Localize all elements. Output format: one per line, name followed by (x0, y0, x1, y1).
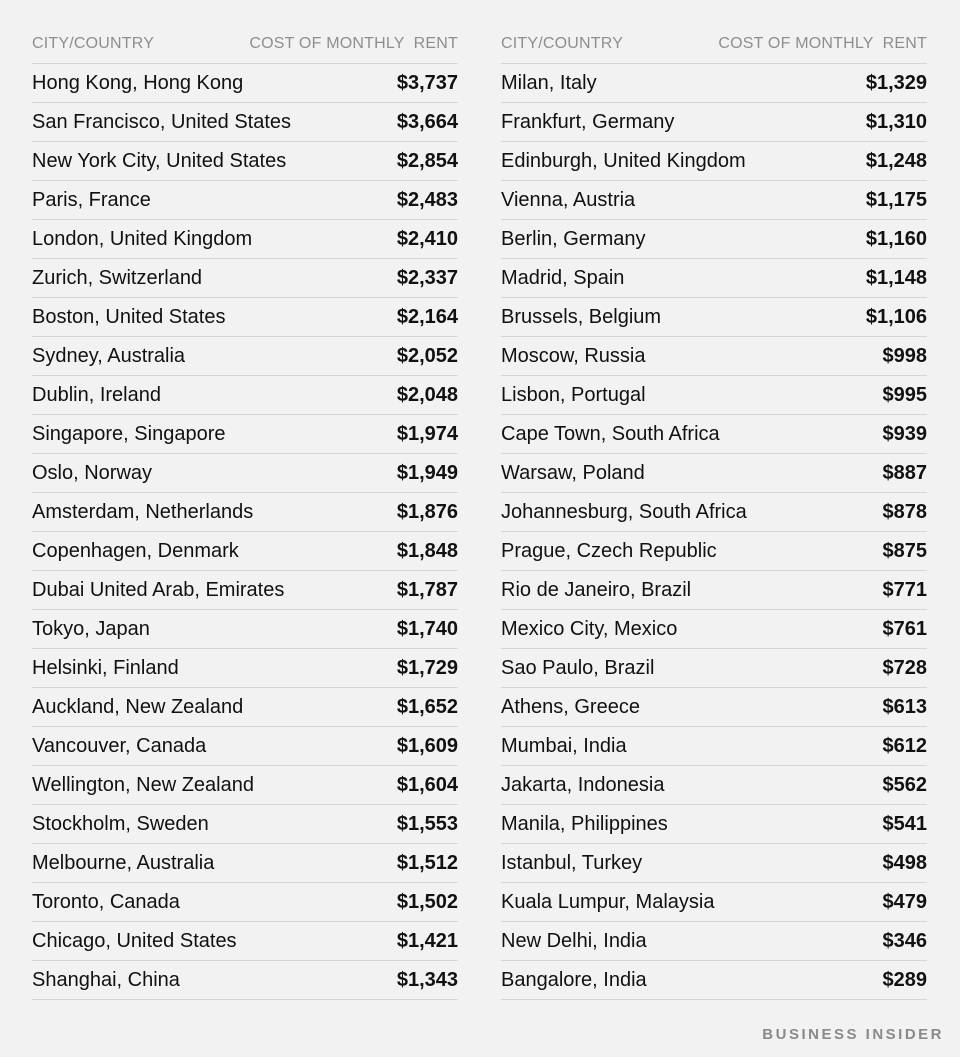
table-row (501, 766, 927, 805)
city-cell: Kuala Lumpur, Malaysia (501, 890, 715, 913)
rent-cell: $612 (882, 734, 927, 757)
city-cell: Toronto, Canada (32, 890, 180, 913)
table-row (32, 688, 458, 727)
table-row (501, 493, 927, 532)
city-cell: Oslo, Norway (32, 461, 153, 484)
city-cell: Edinburgh, United Kingdom (501, 149, 746, 172)
table-row (501, 298, 927, 337)
rent-cell: $995 (882, 383, 927, 406)
table-row (32, 103, 458, 142)
table-row (32, 298, 458, 337)
table-rows-left (32, 64, 458, 1000)
city-cell: Chicago, United States (32, 929, 237, 952)
table-row (32, 376, 458, 415)
rent-table-left (32, 25, 458, 1000)
rent-cell: $1,740 (396, 617, 458, 640)
city-cell: San Francisco, United States (32, 110, 292, 133)
rent-cell: $2,854 (396, 149, 458, 172)
rent-cell: $1,553 (396, 812, 458, 835)
rent-cell: $613 (882, 695, 927, 718)
city-cell: Berlin, Germany (501, 227, 646, 250)
table-row (501, 571, 927, 610)
city-cell: Sydney, Australia (32, 344, 186, 367)
table-row (501, 883, 927, 922)
table-row (32, 181, 458, 220)
table-row (501, 142, 927, 181)
table-row (32, 844, 458, 883)
source-logo: BUSINESS INSIDER (762, 1026, 944, 1043)
table-row (32, 337, 458, 376)
city-cell: Frankfurt, Germany (501, 110, 675, 133)
rent-cell: $2,337 (396, 266, 458, 289)
rent-cell: $479 (882, 890, 927, 913)
city-cell: Auckland, New Zealand (32, 695, 244, 718)
table-row (32, 727, 458, 766)
rent-cell: $2,164 (396, 305, 458, 328)
city-cell: Wellington, New Zealand (32, 773, 254, 796)
city-cell: Dublin, Ireland (32, 383, 161, 406)
table-row (32, 142, 458, 181)
rent-cell: $887 (882, 461, 927, 484)
rent-cell: $346 (882, 929, 927, 952)
rent-cell: $761 (882, 617, 927, 640)
table-row (501, 961, 927, 1000)
table-row (32, 805, 458, 844)
city-cell: Istanbul, Turkey (501, 851, 643, 874)
column-header-city: CITY/COUNTRY (32, 35, 155, 52)
rent-cell: $939 (882, 422, 927, 445)
city-cell: Stockholm, Sweden (32, 812, 209, 835)
city-cell: Shanghai, China (32, 968, 180, 991)
table-row (32, 64, 458, 103)
city-cell: Brussels, Belgium (501, 305, 662, 328)
city-cell: Mumbai, India (501, 734, 627, 757)
table-row (32, 766, 458, 805)
table-row (32, 415, 458, 454)
rent-cell: $875 (882, 539, 927, 562)
rent-cell: $3,664 (396, 110, 458, 133)
rent-cell: $541 (882, 812, 927, 835)
table-row (32, 532, 458, 571)
table-rows-right (501, 64, 927, 1000)
city-cell: Copenhagen, Denmark (32, 539, 239, 562)
table-row (501, 610, 927, 649)
city-cell: Paris, France (32, 188, 151, 211)
rent-cell: $1,421 (396, 929, 458, 952)
rent-cell: $2,483 (396, 188, 458, 211)
rent-cell: $289 (882, 968, 927, 991)
table-row (32, 610, 458, 649)
rent-cell: $878 (882, 500, 927, 523)
rent-cell: $1,148 (865, 266, 927, 289)
city-cell: Melbourne, Australia (32, 851, 215, 874)
city-cell: Jakarta, Indonesia (501, 773, 665, 796)
rent-cell: $1,310 (865, 110, 927, 133)
table-row (32, 883, 458, 922)
table-row (501, 844, 927, 883)
table-row (501, 103, 927, 142)
table-row (501, 181, 927, 220)
rent-cell: $998 (882, 344, 927, 367)
rent-cell: $1,175 (865, 188, 927, 211)
city-cell: Milan, Italy (501, 71, 597, 94)
city-cell: Cape Town, South Africa (501, 422, 720, 445)
table-header (501, 25, 927, 64)
table-row (32, 922, 458, 961)
table-row (32, 454, 458, 493)
city-cell: Rio de Janeiro, Brazil (501, 578, 692, 601)
rent-cell: $1,949 (396, 461, 458, 484)
column-header-rent: COST OF MONTHLY RENT (718, 35, 927, 52)
city-cell: Athens, Greece (501, 695, 640, 718)
table-row (501, 454, 927, 493)
table-row (501, 64, 927, 103)
rent-cell: $1,248 (865, 149, 927, 172)
table-row (501, 376, 927, 415)
rent-cell: $2,052 (396, 344, 458, 367)
city-cell: Tokyo, Japan (32, 617, 150, 640)
column-header-city: CITY/COUNTRY (501, 35, 624, 52)
city-cell: Singapore, Singapore (32, 422, 226, 445)
table-row (501, 805, 927, 844)
rent-cell: $1,604 (396, 773, 458, 796)
rent-cell: $1,512 (396, 851, 458, 874)
table-row (32, 220, 458, 259)
rent-cell: $1,787 (396, 578, 458, 601)
city-cell: Mexico City, Mexico (501, 617, 678, 640)
table-row (501, 259, 927, 298)
rent-cell: $1,502 (396, 890, 458, 913)
city-cell: Dubai United Arab, Emirates (32, 578, 285, 601)
table-header (32, 25, 458, 64)
rent-cell: $498 (882, 851, 927, 874)
city-cell: Johannesburg, South Africa (501, 500, 747, 523)
city-cell: Warsaw, Poland (501, 461, 645, 484)
city-cell: Sao Paulo, Brazil (501, 656, 655, 679)
city-cell: Boston, United States (32, 305, 226, 328)
city-cell: Manila, Philippines (501, 812, 668, 835)
rent-cell: $2,048 (396, 383, 458, 406)
rent-cell: $1,329 (865, 71, 927, 94)
rent-table-right (501, 25, 927, 1000)
rent-cell: $728 (882, 656, 927, 679)
city-cell: Prague, Czech Republic (501, 539, 717, 562)
table-row (501, 337, 927, 376)
rent-cell: $1,160 (865, 227, 927, 250)
city-cell: Vancouver, Canada (32, 734, 207, 757)
city-cell: London, United Kingdom (32, 227, 253, 250)
city-cell: Zurich, Switzerland (32, 266, 203, 289)
city-cell: New York City, United States (32, 149, 287, 172)
city-cell: Helsinki, Finland (32, 656, 179, 679)
table-row (501, 649, 927, 688)
table-row (501, 688, 927, 727)
column-header-rent: COST OF MONTHLY RENT (249, 35, 458, 52)
table-row (32, 571, 458, 610)
table-row (32, 961, 458, 1000)
rent-cell: $562 (882, 773, 927, 796)
rent-cell: $1,876 (396, 500, 458, 523)
rent-cell: $2,410 (396, 227, 458, 250)
rent-cell: $1,609 (396, 734, 458, 757)
rent-cell: $1,343 (396, 968, 458, 991)
rent-cell: $1,974 (396, 422, 458, 445)
table-row (501, 415, 927, 454)
city-cell: Amsterdam, Netherlands (32, 500, 254, 523)
table-row (501, 727, 927, 766)
table-row (32, 259, 458, 298)
city-cell: Bangalore, India (501, 968, 647, 991)
table-row (32, 493, 458, 532)
rent-cell: $1,729 (396, 656, 458, 679)
table-row (501, 220, 927, 259)
city-cell: Moscow, Russia (501, 344, 646, 367)
table-row (501, 532, 927, 571)
city-cell: Hong Kong, Hong Kong (32, 71, 244, 94)
city-cell: New Delhi, India (501, 929, 647, 952)
table-row (32, 649, 458, 688)
rent-cell: $771 (882, 578, 927, 601)
city-cell: Madrid, Spain (501, 266, 625, 289)
table-row (501, 922, 927, 961)
rent-cell: $3,737 (396, 71, 458, 94)
rent-cell: $1,652 (396, 695, 458, 718)
rent-cell: $1,106 (865, 305, 927, 328)
city-cell: Lisbon, Portugal (501, 383, 646, 406)
city-cell: Vienna, Austria (501, 188, 636, 211)
rent-cell: $1,848 (396, 539, 458, 562)
